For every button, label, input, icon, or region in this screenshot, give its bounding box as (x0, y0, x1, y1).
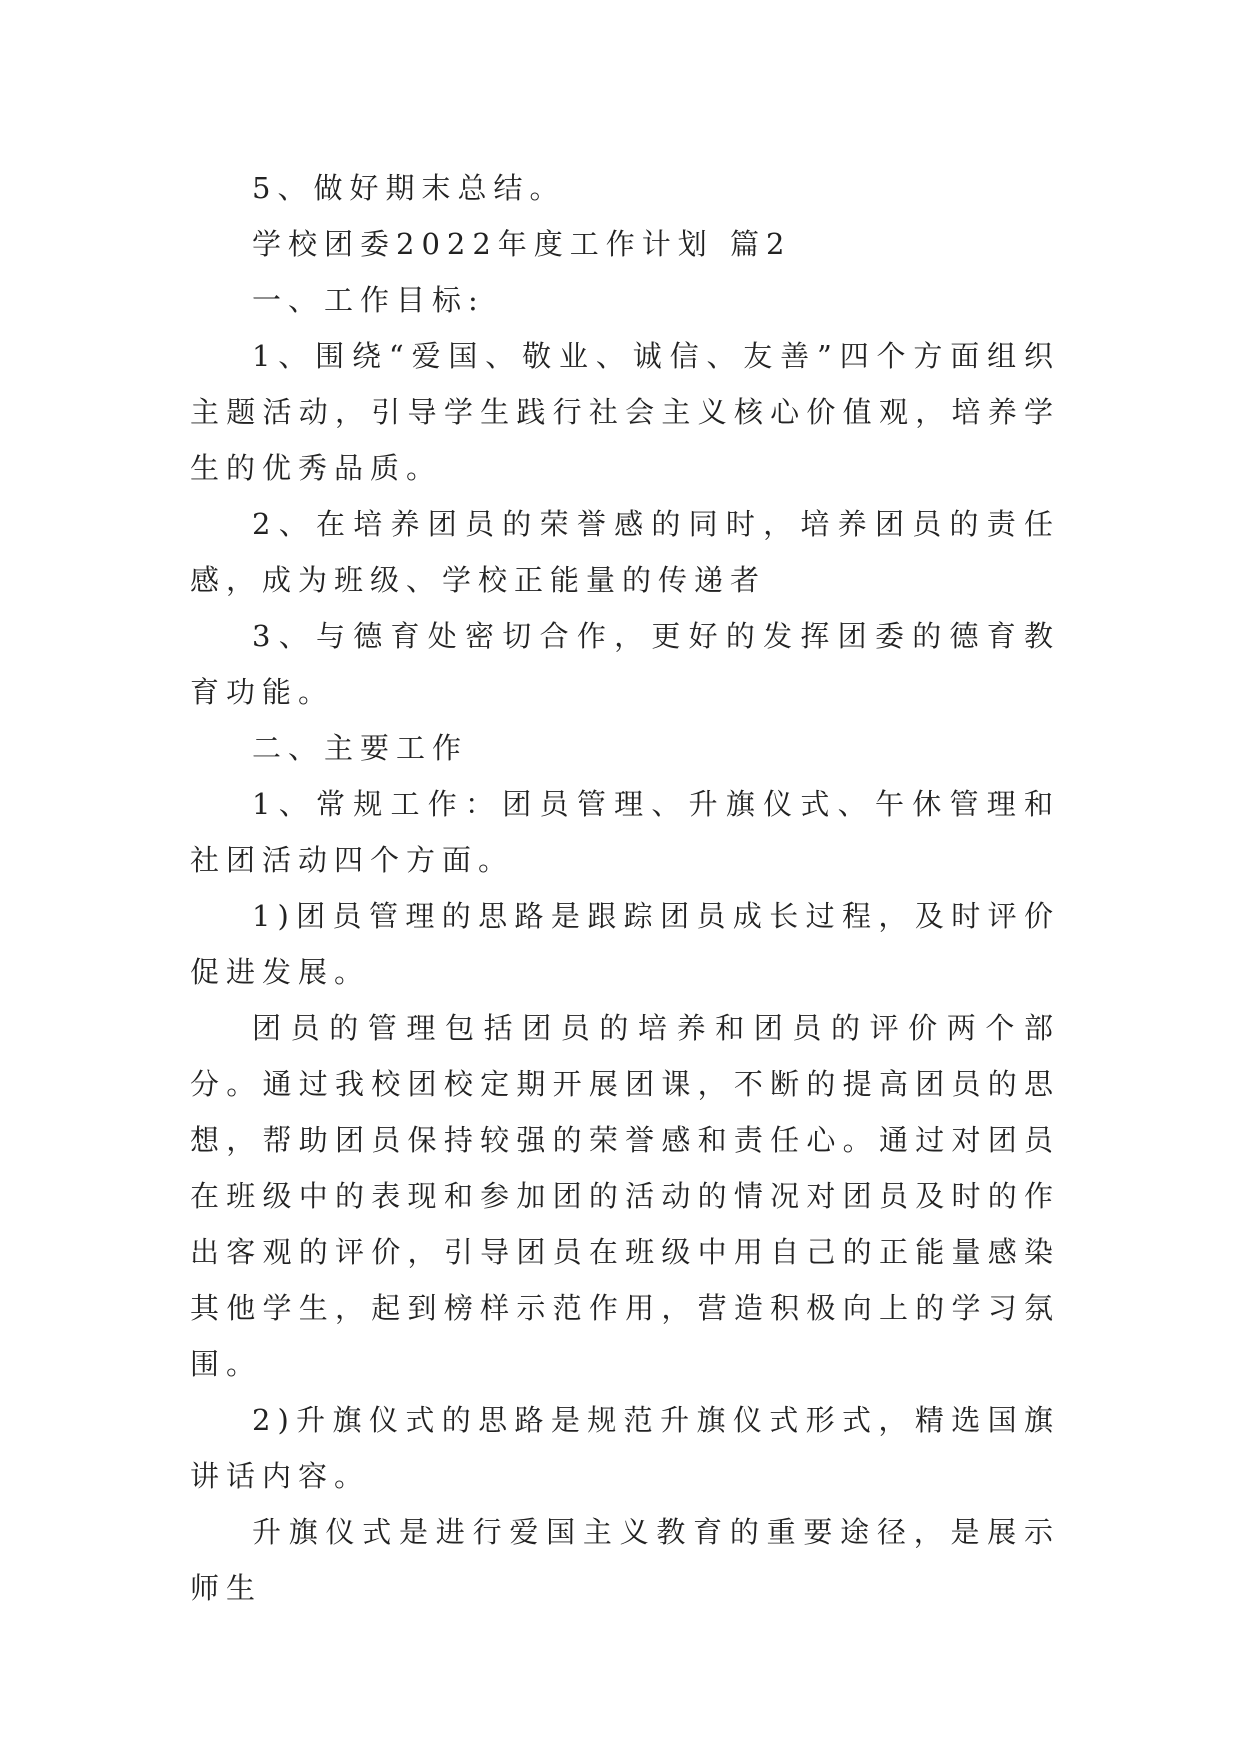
paragraph-flag-ceremony: 2)升旗仪式的思路是规范升旗仪式形式，精选国旗讲话内容。 (190, 1403, 1060, 1493)
heading-main-work: 二、主要工作 (252, 731, 469, 765)
heading-work-goals: 一、工作目标: (252, 283, 485, 317)
paragraph-summary: 5、做好期末总结。 (252, 171, 566, 205)
section-title: 学校团委2022年度工作计划 篇2 (252, 227, 792, 261)
paragraph-member-management: 1)团员管理的思路是跟踪团员成长过程，及时评价促进发展。 (190, 899, 1060, 989)
paragraph-goal-3: 3、与德育处密切合作，更好的发挥团委的德育教育功能。 (190, 619, 1060, 709)
paragraph-routine-work: 1、常规工作：团员管理、升旗仪式、午休管理和社团活动四个方面。 (190, 787, 1060, 877)
paragraph-goal-2: 2、在培养团员的荣誉感的同时，培养团员的责任感，成为班级、学校正能量的传递者 (190, 507, 1060, 597)
paragraph-member-management-detail: 团员的管理包括团员的培养和团员的评价两个部分。通过我校团校定期开展团课，不断的提高团员的思想，帮助团员保持较强的荣誉感和责任心。通过对团员在班级中的表现和参加团的活动的情况对团员及时的作出客观的评价，引导团员在班级中用自己的正能量感染其他学生，起到榜样示范作用，营造积极向上的学习氛围。 (190, 1011, 1060, 1381)
paragraph-goal-1: 1、围绕“爱国、敬业、诚信、友善”四个方面组织主题活动，引导学生践行社会主义核心价值观，培养学生的优秀品质。 (190, 339, 1060, 485)
paragraph-flag-ceremony-detail: 升旗仪式是进行爱国主义教育的重要途径，是展示师生 (190, 1515, 1060, 1605)
document-body (190, 160, 1060, 1616)
